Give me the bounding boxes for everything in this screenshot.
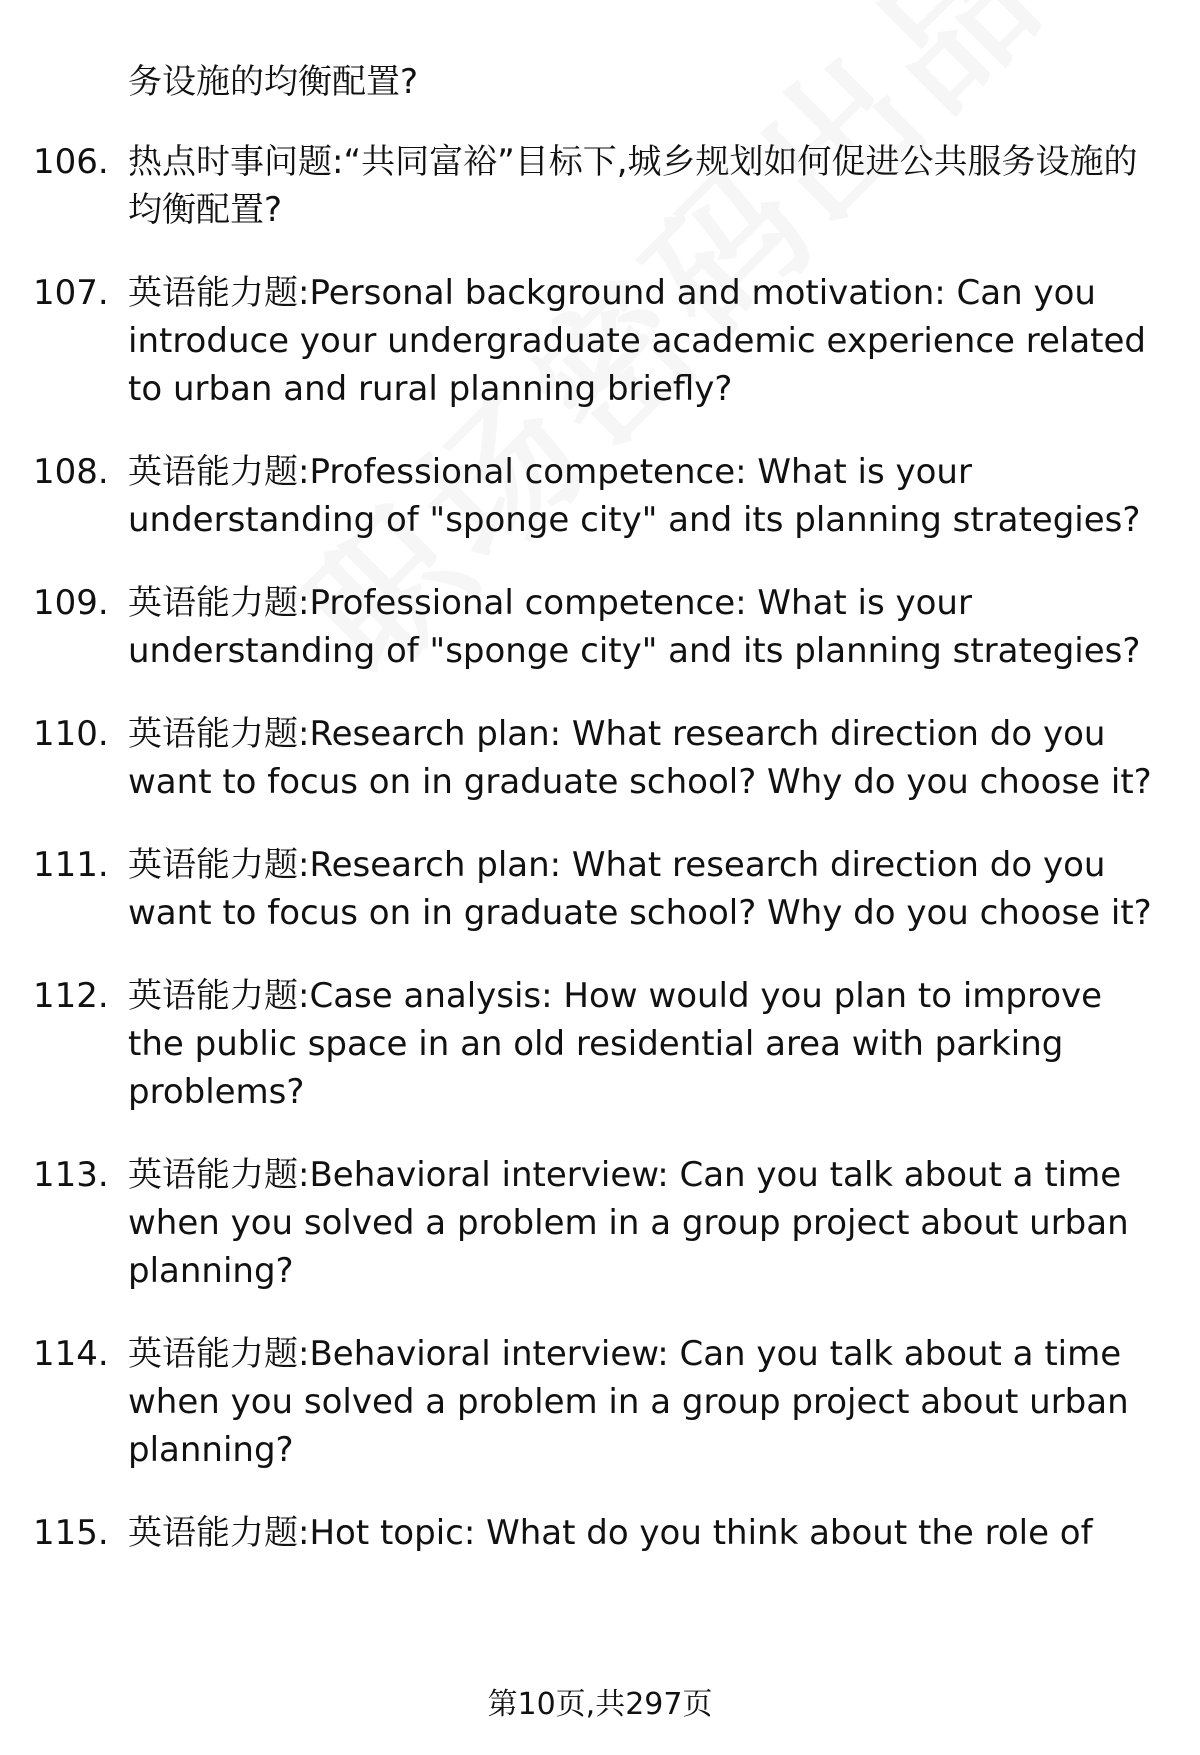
question-text: Case analysis: How would you plan to improve the public space in an old residential area with parking problems? xyxy=(128,976,1103,1112)
question-body xyxy=(128,710,1160,806)
question-item xyxy=(0,710,1200,806)
question-category: 英语能力题: xyxy=(128,1334,310,1374)
question-text: Research plan: What research direction do you want to focus on in graduate school? Why do you choose it? xyxy=(128,714,1152,802)
question-category: 英语能力题: xyxy=(128,845,310,885)
question-body xyxy=(128,972,1160,1116)
question-category: 英语能力题: xyxy=(128,1513,310,1553)
question-item xyxy=(0,1330,1200,1474)
question-number: 113. xyxy=(33,1155,109,1195)
question-item xyxy=(0,579,1200,675)
question-item xyxy=(0,1151,1200,1295)
question-category: 热点时事问题: xyxy=(128,142,344,182)
question-body xyxy=(128,841,1160,937)
question-body xyxy=(128,1509,1160,1557)
question-text: Behavioral interview: Can you talk about a time when you solved a problem in a group project about urban planning? xyxy=(128,1155,1129,1291)
continuation-text: 务设施的均衡配置? xyxy=(128,62,419,102)
question-item xyxy=(0,972,1200,1116)
question-text: Professional competence: What is your understanding of "sponge city" and its planning strategies? xyxy=(128,452,1141,540)
question-number: 115. xyxy=(33,1513,109,1553)
question-item xyxy=(0,841,1200,937)
question-text: Hot topic: What do you think about the role of xyxy=(309,1513,1093,1553)
question-number: 106. xyxy=(33,142,109,182)
question-body xyxy=(128,269,1160,413)
question-item xyxy=(0,138,1200,234)
question-number: 107. xyxy=(33,273,109,313)
question-item xyxy=(0,448,1200,544)
question-body xyxy=(128,1151,1160,1295)
question-list xyxy=(0,138,1200,1592)
question-category: 英语能力题: xyxy=(128,976,310,1016)
question-category: 英语能力题: xyxy=(128,1155,310,1195)
question-text: Behavioral interview: Can you talk about a time when you solved a problem in a group project about urban planning? xyxy=(128,1334,1129,1470)
question-number: 114. xyxy=(33,1334,109,1374)
question-item xyxy=(0,269,1200,413)
question-number: 108. xyxy=(33,452,109,492)
question-number: 110. xyxy=(33,714,109,754)
question-text: Research plan: What research direction do you want to focus on in graduate school? Why do you choose it? xyxy=(128,845,1152,933)
question-number: 112. xyxy=(33,976,109,1016)
question-body xyxy=(128,1330,1160,1474)
question-category: 英语能力题: xyxy=(128,452,310,492)
question-body xyxy=(128,579,1160,675)
question-category: 英语能力题: xyxy=(128,273,310,313)
question-text: Personal background and motivation: Can you introduce your undergraduate academic experience related to urban and rural planning briefly? xyxy=(128,273,1147,409)
question-number: 111. xyxy=(33,845,109,885)
question-body xyxy=(128,448,1160,544)
question-text: Professional competence: What is your understanding of "sponge city" and its planning strategies? xyxy=(128,583,1141,671)
question-text: “共同富裕”目标下,城乡规划如何促进公共服务设施的均衡配置? xyxy=(128,142,1138,230)
question-number: 109. xyxy=(33,583,109,623)
question-category: 英语能力题: xyxy=(128,714,310,754)
question-category: 英语能力题: xyxy=(128,583,310,623)
question-item xyxy=(0,1509,1200,1557)
page-footer: 第10页,共297页 xyxy=(487,1687,713,1722)
question-body xyxy=(128,138,1160,234)
